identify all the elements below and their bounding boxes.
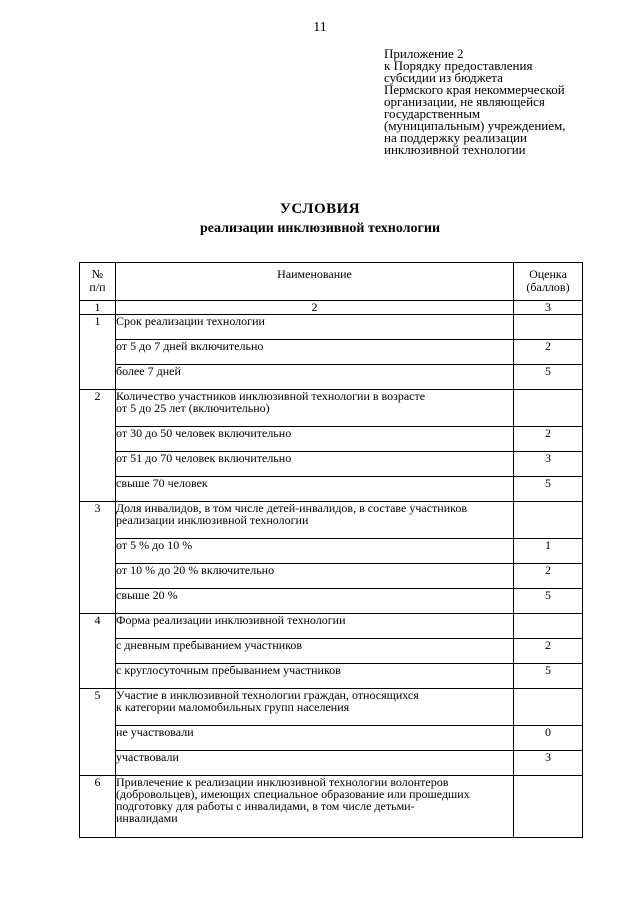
section-title-line: (добровольцев), имеющих специальное образование или прошедших <box>116 787 470 801</box>
conditions-table <box>79 262 583 838</box>
option-label: участвовали <box>116 751 514 776</box>
appendix-line: организации, не являющейся <box>384 94 545 109</box>
option-score: 2 <box>514 427 583 452</box>
appendix-line: Пермского края некоммерческой <box>384 82 565 97</box>
table-row <box>80 726 583 751</box>
option-label: с круглосуточным пребыванием участников <box>116 664 514 689</box>
table-row <box>80 689 583 726</box>
table-row <box>80 477 583 502</box>
option-label: не участвовали <box>116 726 514 751</box>
table-row <box>80 315 583 340</box>
option-score: 3 <box>514 452 583 477</box>
table-row <box>80 539 583 564</box>
header-name: Наименование <box>116 263 514 301</box>
section-number: 5 <box>80 689 116 776</box>
section-title-line: от 5 до 25 лет (включительно) <box>116 401 270 415</box>
column-number: 1 <box>80 301 116 315</box>
table-row <box>80 340 583 365</box>
section-title-line: инвалидами <box>116 811 178 825</box>
section-title <box>116 390 514 427</box>
table-row <box>80 452 583 477</box>
table-row <box>80 390 583 427</box>
table-row <box>80 502 583 539</box>
appendix-note <box>384 48 614 156</box>
appendix-line: на поддержку реализации <box>384 130 527 145</box>
section-title <box>116 502 514 539</box>
section-number: 1 <box>80 315 116 390</box>
option-label: более 7 дней <box>116 365 514 390</box>
header-num <box>80 263 116 301</box>
option-label: от 5 % до 10 % <box>116 539 514 564</box>
section-number: 2 <box>80 390 116 502</box>
option-label: свыше 70 человек <box>116 477 514 502</box>
section-title: Форма реализации инклюзивной технологии <box>116 614 514 639</box>
option-label: от 51 до 70 человек включительно <box>116 452 514 477</box>
score-cell <box>514 689 583 726</box>
section-title-line: Количество участников инклюзивной технологии в возрасте <box>116 389 426 403</box>
table-row <box>80 365 583 390</box>
option-score: 5 <box>514 365 583 390</box>
score-cell <box>514 390 583 427</box>
table-row <box>80 751 583 776</box>
section-title <box>116 689 514 726</box>
document-subtitle: реализации инклюзивной технологии <box>199 221 441 236</box>
section-title-line: Доля инвалидов, в том числе детей-инвалидов, в составе участников <box>116 501 468 515</box>
section-title-line: подготовку для работы с инвалидами, в том числе детьми- <box>116 799 415 813</box>
appendix-line: Приложение 2 <box>384 46 464 61</box>
section-title <box>116 776 514 838</box>
option-score: 2 <box>514 340 583 365</box>
option-score: 2 <box>514 564 583 589</box>
table-row <box>80 564 583 589</box>
option-label: от 5 до 7 дней включительно <box>116 340 514 365</box>
option-score: 1 <box>514 539 583 564</box>
option-score: 5 <box>514 477 583 502</box>
document-title: УСЛОВИЯ <box>279 201 361 217</box>
score-cell <box>514 776 583 838</box>
header-num-abbr: п/п <box>89 280 106 294</box>
option-score: 5 <box>514 589 583 614</box>
score-cell <box>514 315 583 340</box>
appendix-line: государственным <box>384 106 481 121</box>
header-score-unit: (баллов) <box>526 280 570 294</box>
score-cell <box>514 502 583 539</box>
section-title-line: Участие в инклюзивной технологии граждан, относящихся <box>116 688 419 702</box>
section-title-line: Привлечение к реализации инклюзивной технологии волонтеров <box>116 775 449 789</box>
section-number: 4 <box>80 614 116 689</box>
section-title-line: реализации инклюзивной технологии <box>116 513 309 527</box>
score-cell <box>514 614 583 639</box>
header-score-label: Оценка <box>529 267 567 281</box>
column-number: 3 <box>514 301 583 315</box>
option-label: от 30 до 50 человек включительно <box>116 427 514 452</box>
option-score: 2 <box>514 639 583 664</box>
option-label: свыше 20 % <box>116 589 514 614</box>
table-header-row <box>80 263 583 301</box>
appendix-line: инклюзивной технологии <box>384 142 526 157</box>
table-row <box>80 589 583 614</box>
option-score: 0 <box>514 726 583 751</box>
table-row <box>80 614 583 639</box>
option-score: 5 <box>514 664 583 689</box>
table-row <box>80 639 583 664</box>
header-num-symbol: № <box>91 267 104 281</box>
appendix-line: к Порядку предоставления <box>384 58 533 73</box>
table-row <box>80 427 583 452</box>
table-row <box>80 664 583 689</box>
option-label: от 10 % до 20 % включительно <box>116 564 514 589</box>
header-score <box>514 263 583 301</box>
page-number: 11 <box>313 20 327 35</box>
section-number: 3 <box>80 502 116 614</box>
column-number: 2 <box>116 301 514 315</box>
option-score: 3 <box>514 751 583 776</box>
option-label: с дневным пребыванием участников <box>116 639 514 664</box>
appendix-line: субсидии из бюджета <box>384 70 503 85</box>
section-title-line: к категории маломобильных групп населения <box>116 700 350 714</box>
table-row <box>80 776 583 838</box>
column-number-row <box>80 301 583 315</box>
section-title: Срок реализации технологии <box>116 315 514 340</box>
appendix-line: (муниципальным) учреждением, <box>384 118 566 133</box>
section-number: 6 <box>80 776 116 838</box>
